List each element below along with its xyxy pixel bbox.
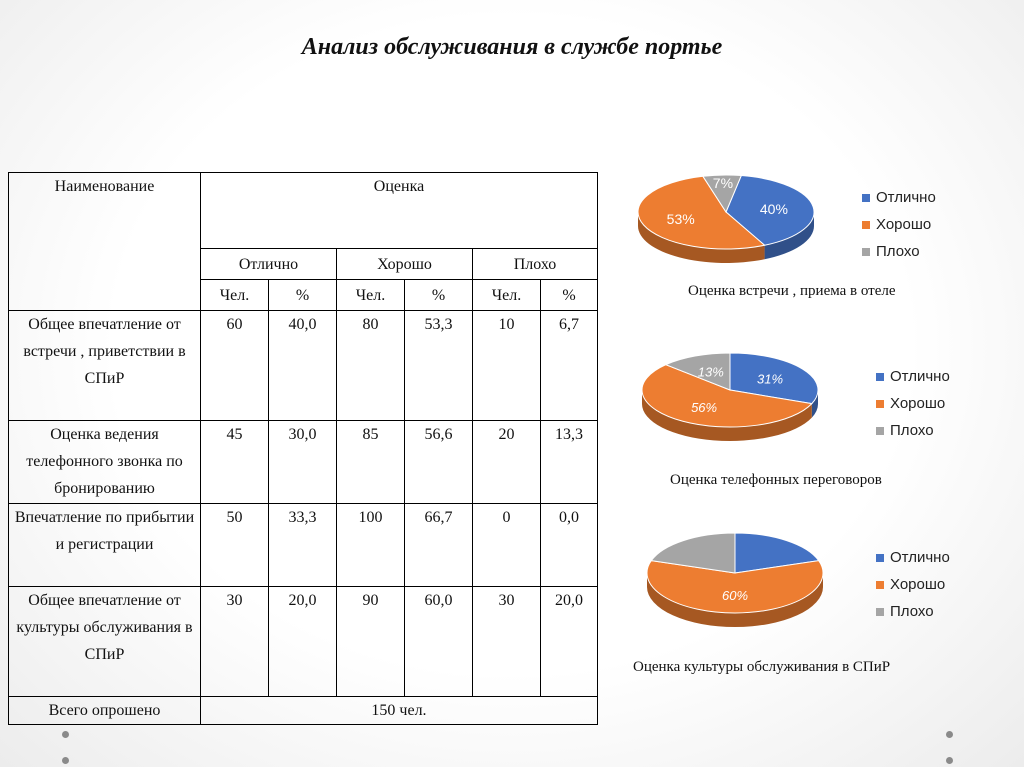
cell-value: 0 xyxy=(473,504,541,587)
row-name: Общее впечатление от культуры обслуживания в СПиР xyxy=(9,587,201,697)
cell-value: 56,6 xyxy=(405,421,473,504)
legend-item-bad xyxy=(876,417,950,444)
cell-value: 30 xyxy=(201,587,269,697)
cell-value: 6,7 xyxy=(541,311,598,421)
cell-value: 20,0 xyxy=(541,587,598,697)
legend-label: Хорошо xyxy=(890,395,946,412)
pie-label-bad: 13% xyxy=(697,364,724,380)
chart-caption-phone: Оценка телефонных переговоров xyxy=(670,472,882,488)
decor-dot xyxy=(62,757,69,764)
page-title: Анализ обслуживания в службе портье xyxy=(301,34,723,60)
cell-value: 80 xyxy=(337,311,405,421)
pie-label-excellent: 31% xyxy=(756,371,784,387)
total-value: 150 чел. xyxy=(201,697,598,725)
cell-value: 45 xyxy=(201,421,269,504)
row-name: Оценка ведения телефонного звонка по бронированию xyxy=(9,421,201,504)
pie-label-good: 60% xyxy=(721,588,749,603)
legend-label: Отлично xyxy=(876,189,936,206)
legend-label: Плохо xyxy=(876,243,920,260)
legend-item-good xyxy=(876,571,950,598)
total-label: Всего опрошено xyxy=(9,697,201,725)
legend-culture xyxy=(876,544,950,625)
legend-swatch xyxy=(876,608,884,616)
subheader-people: Чел. xyxy=(473,280,541,311)
chart-caption-greeting: Оценка встречи , приема в отеле xyxy=(688,283,896,299)
table-total-row xyxy=(9,697,598,725)
subheader-percent: % xyxy=(541,280,598,311)
pie-label-good: 53% xyxy=(666,211,695,228)
cell-value: 53,3 xyxy=(405,311,473,421)
cell-value: 50 xyxy=(201,504,269,587)
cell-value: 33,3 xyxy=(269,504,337,587)
cell-value: 20,0 xyxy=(269,587,337,697)
decor-dot xyxy=(62,731,69,738)
pie-label-bad: 7% xyxy=(712,175,734,192)
legend-item-bad xyxy=(876,598,950,625)
legend-swatch xyxy=(876,373,884,381)
subheader-percent: % xyxy=(269,280,337,311)
legend-item-excellent xyxy=(862,184,936,211)
legend-swatch xyxy=(876,400,884,408)
cell-value: 30,0 xyxy=(269,421,337,504)
legend-swatch xyxy=(862,248,870,256)
row-name: Впечатление по прибытии и регистрации xyxy=(9,504,201,587)
header-rating: Оценка xyxy=(373,178,425,195)
table-row xyxy=(9,311,598,421)
subheader-percent: % xyxy=(405,280,473,311)
legend-label: Плохо xyxy=(890,603,934,620)
cell-value: 0,0 xyxy=(541,504,598,587)
table-row xyxy=(9,504,598,587)
cell-value: 20 xyxy=(473,421,541,504)
legend-item-good xyxy=(862,211,936,238)
pie-label-good: 56% xyxy=(691,400,718,416)
cell-value: 60 xyxy=(201,311,269,421)
cell-value: 100 xyxy=(337,504,405,587)
legend-label: Хорошо xyxy=(890,576,946,593)
legend-item-good xyxy=(876,390,950,417)
rating-table xyxy=(8,172,598,725)
subheader-people: Чел. xyxy=(201,280,269,311)
cell-value: 13,3 xyxy=(541,421,598,504)
group-excellent: Отлично xyxy=(201,249,337,280)
legend-swatch xyxy=(862,221,870,229)
legend-item-excellent xyxy=(876,544,950,571)
table-row xyxy=(9,421,598,504)
pie-label-excellent: 40% xyxy=(759,201,788,218)
table-row xyxy=(9,587,598,697)
cell-value: 90 xyxy=(337,587,405,697)
group-good: Хорошо xyxy=(337,249,473,280)
legend-swatch xyxy=(876,581,884,589)
legend-swatch xyxy=(876,554,884,562)
cell-value: 85 xyxy=(337,421,405,504)
row-name: Общее впечатление от встречи , приветствии в СПиР xyxy=(9,311,201,421)
pie-chart-culture xyxy=(643,528,833,643)
pie-chart-phone xyxy=(640,348,830,458)
group-bad: Плохо xyxy=(473,249,598,280)
legend-greeting xyxy=(862,184,936,265)
legend-swatch xyxy=(862,194,870,202)
header-name-cell xyxy=(9,173,201,311)
legend-item-excellent xyxy=(876,363,950,390)
header-name: Наименование xyxy=(54,178,155,195)
cell-value: 66,7 xyxy=(405,504,473,587)
legend-swatch xyxy=(876,427,884,435)
cell-value: 30 xyxy=(473,587,541,697)
cell-value: 40,0 xyxy=(269,311,337,421)
cell-value: 60,0 xyxy=(405,587,473,697)
decor-dot xyxy=(946,731,953,738)
legend-label: Хорошо xyxy=(876,216,932,233)
pie-chart-greeting xyxy=(636,168,826,278)
cell-value: 10 xyxy=(473,311,541,421)
legend-item-bad xyxy=(862,238,936,265)
header-rating-cell xyxy=(201,173,598,249)
legend-label: Отлично xyxy=(890,549,950,566)
subheader-people: Чел. xyxy=(337,280,405,311)
legend-phone xyxy=(876,363,950,444)
legend-label: Отлично xyxy=(890,368,950,385)
decor-dot xyxy=(946,757,953,764)
chart-caption-culture: Оценка культуры обслуживания в СПиР xyxy=(633,659,891,675)
legend-label: Плохо xyxy=(890,422,934,439)
